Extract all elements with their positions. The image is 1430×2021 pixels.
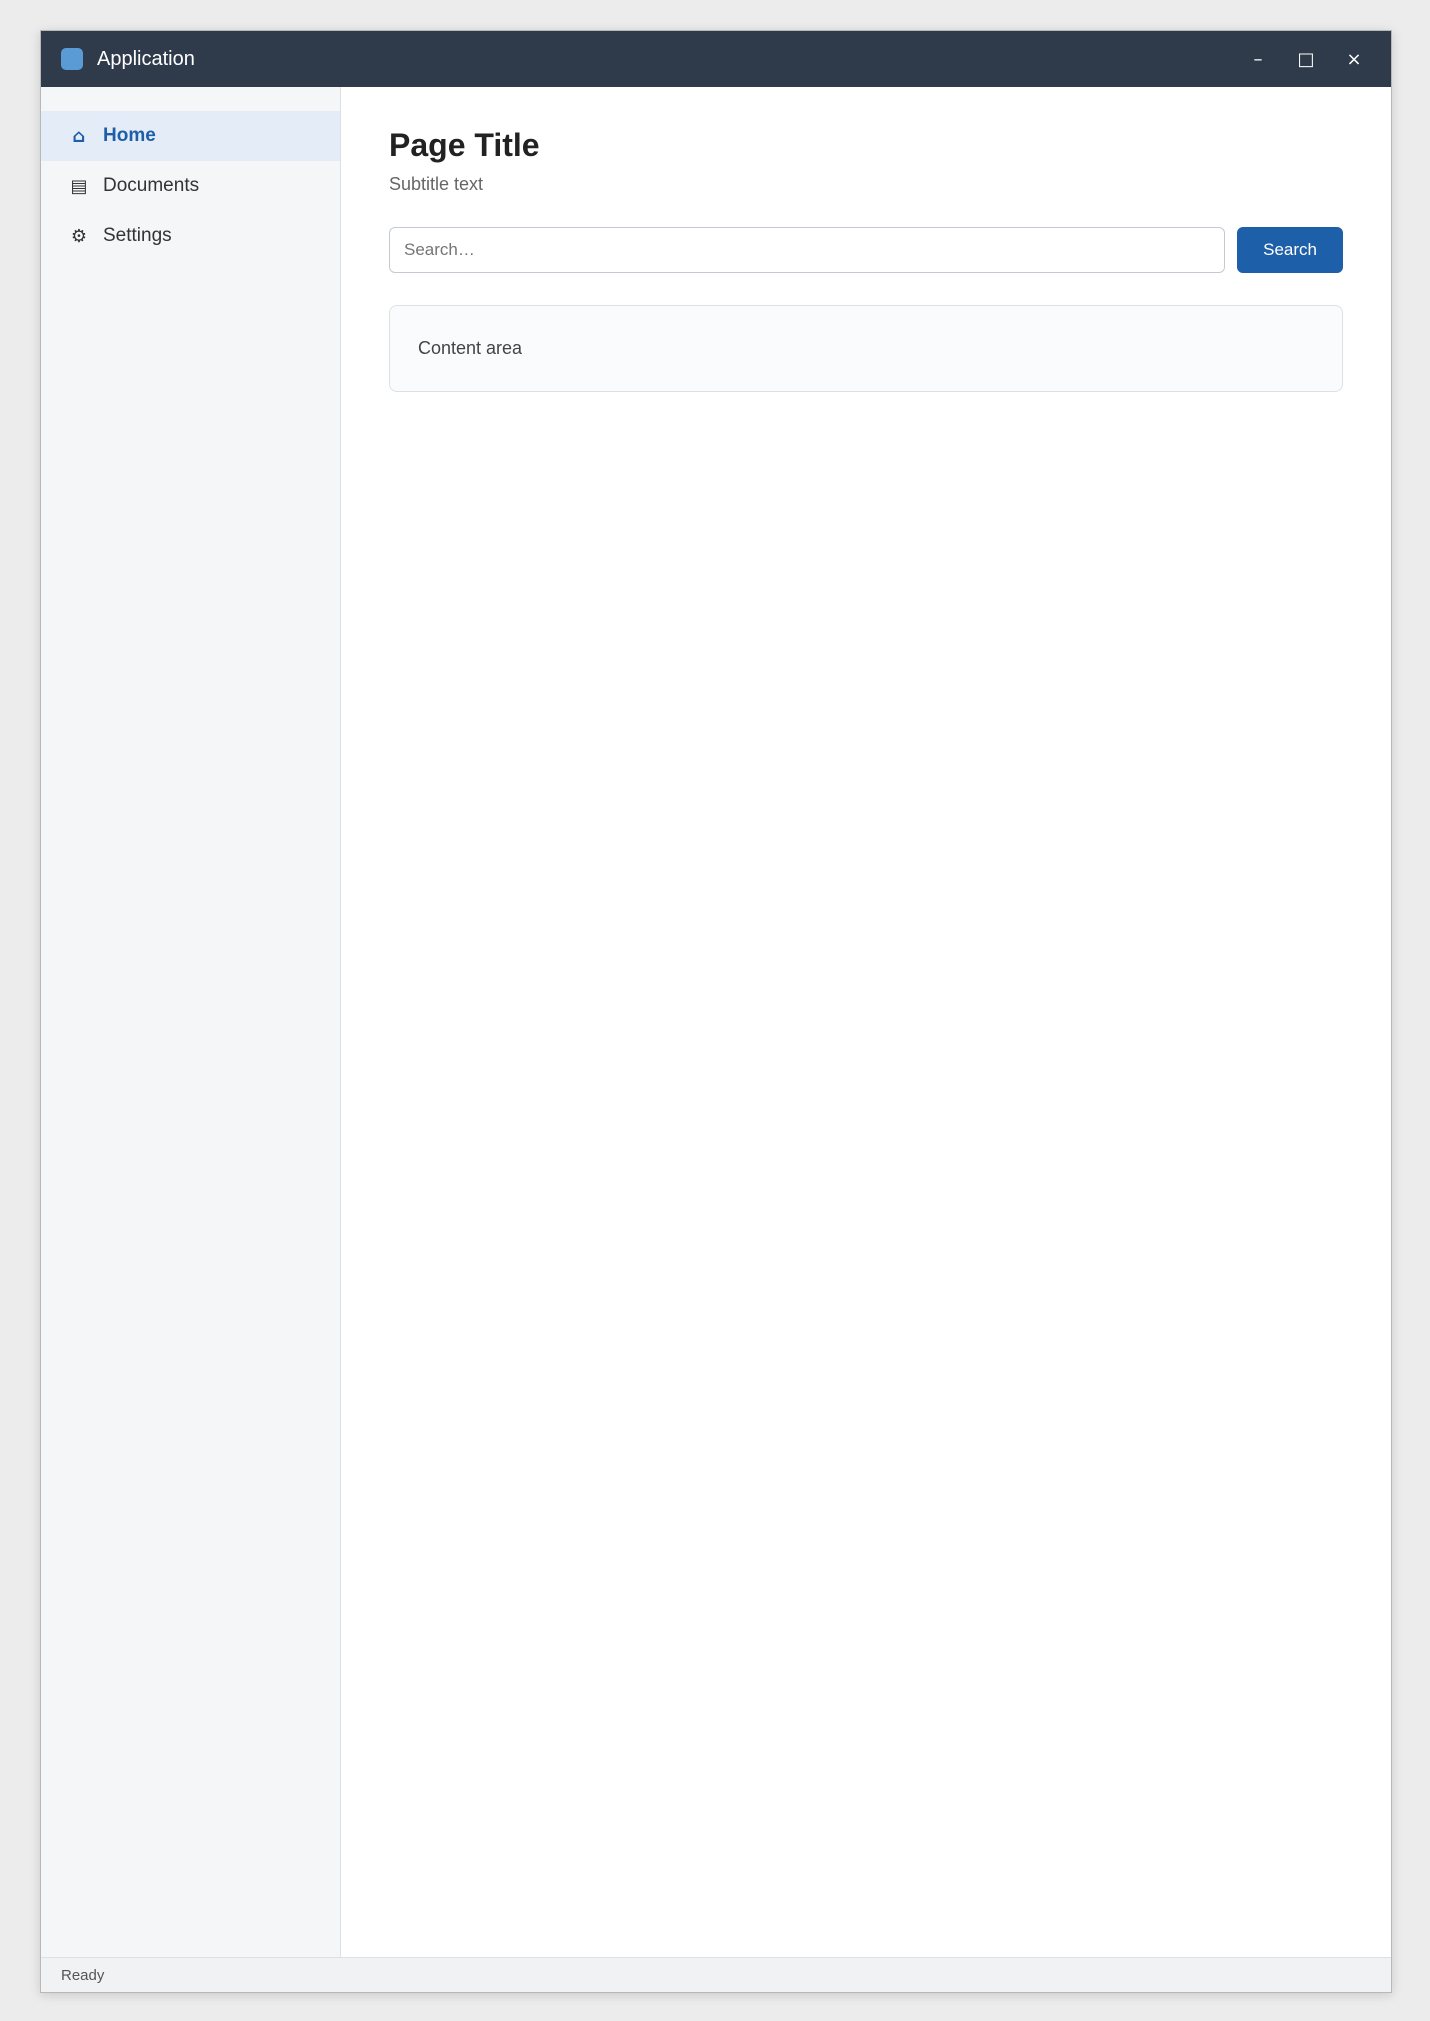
app-window bbox=[40, 30, 1392, 1993]
sidebar-item-label: Settings bbox=[103, 225, 172, 246]
maximize-button[interactable]: □ bbox=[1289, 45, 1323, 73]
search-button[interactable]: Search bbox=[1237, 227, 1343, 273]
status-text: Ready bbox=[61, 1966, 105, 1984]
main-content bbox=[341, 87, 1391, 1992]
app-logo-icon bbox=[61, 48, 83, 70]
close-button[interactable]: × bbox=[1337, 45, 1371, 73]
search-row bbox=[389, 227, 1343, 273]
search-input[interactable] bbox=[389, 227, 1225, 273]
sidebar-item-label: Documents bbox=[103, 175, 200, 196]
page-title: Page Title bbox=[389, 127, 540, 163]
body-area bbox=[41, 87, 1391, 1992]
document-icon: ▤ bbox=[70, 175, 88, 197]
sidebar-item-home[interactable] bbox=[41, 111, 340, 161]
title-bar bbox=[41, 31, 1391, 87]
page-subtitle: Subtitle text bbox=[389, 174, 484, 194]
sidebar-item-documents[interactable] bbox=[41, 161, 340, 211]
home-icon: ⌂ bbox=[72, 125, 86, 147]
panel-text: Content area bbox=[418, 338, 523, 358]
sidebar-item-label: Home bbox=[103, 125, 156, 146]
gear-icon: ⚙ bbox=[70, 225, 88, 247]
sidebar bbox=[41, 87, 341, 1992]
content-panel bbox=[389, 305, 1343, 392]
window-title: Application bbox=[97, 47, 195, 70]
minimize-button[interactable]: – bbox=[1241, 45, 1275, 73]
status-bar bbox=[41, 1957, 1391, 1992]
sidebar-item-settings[interactable] bbox=[41, 211, 340, 261]
